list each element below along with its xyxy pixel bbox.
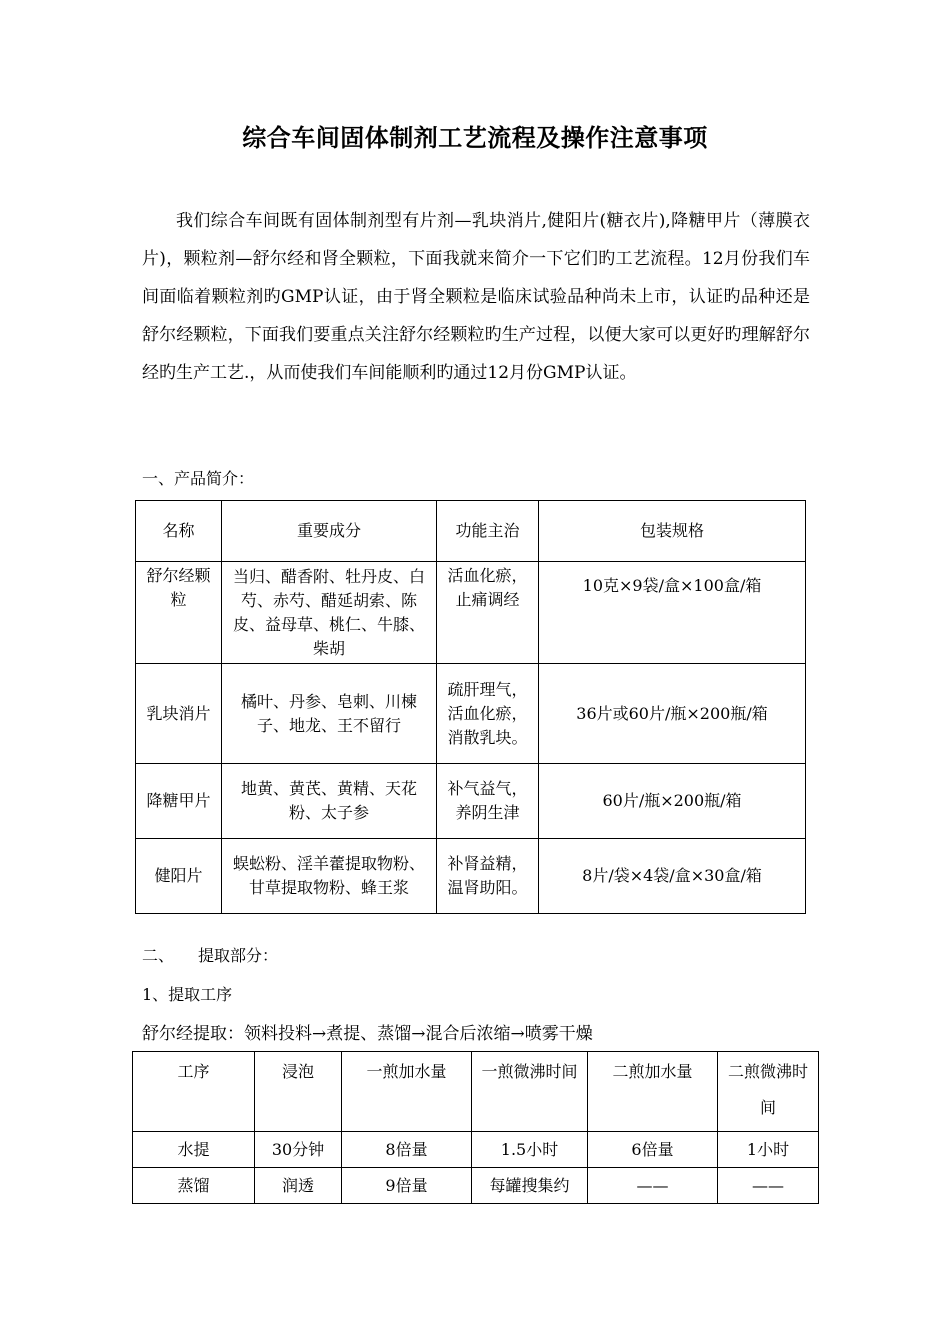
cell-package: 60片/瓶×200瓶/箱: [539, 764, 806, 839]
cell-function: 补肾益精，温肾助阳。: [437, 839, 539, 914]
column-header: 重要成分: [222, 501, 437, 562]
product-table: [135, 500, 806, 914]
cell-function: 活血化瘀，止痛调经: [437, 562, 539, 664]
cell-soak: 润透: [255, 1168, 342, 1204]
cell-package: 8片/袋×4袋/盒×30盒/箱: [539, 839, 806, 914]
table-row: [136, 839, 806, 914]
table-header-row: [133, 1052, 819, 1132]
column-header: 工序: [133, 1052, 255, 1132]
column-header: 功能主治: [437, 501, 539, 562]
column-header: 包装规格: [539, 501, 806, 562]
column-header: 一煎微沸时间: [472, 1052, 588, 1132]
column-header: 名称: [136, 501, 222, 562]
table-row: [136, 562, 806, 664]
cell-first-water: 8倍量: [342, 1132, 472, 1168]
cell-step: 蒸馏: [133, 1168, 255, 1204]
column-header: 一煎加水量: [342, 1052, 472, 1132]
cell-product-name: 乳块消片: [136, 664, 222, 764]
cell-ingredients: 橘叶、丹参、皂刺、川楝子、地龙、王不留行: [222, 664, 437, 764]
cell-product-name: 舒尔经颗粒: [136, 562, 222, 664]
table-row: [133, 1132, 819, 1168]
cell-product-name: 健阳片: [136, 839, 222, 914]
table-row: [136, 764, 806, 839]
cell-function: 补气益气，养阴生津: [437, 764, 539, 839]
cell-first-boil-time: 1.5小时: [472, 1132, 588, 1168]
cell-ingredients: 蜈蚣粉、淫羊藿提取物粉、甘草提取物粉、蜂王浆: [222, 839, 437, 914]
cell-step: 水提: [133, 1132, 255, 1168]
column-header: 二煎加水量: [588, 1052, 718, 1132]
cell-product-name: 降糖甲片: [136, 764, 222, 839]
column-header: 浸泡: [255, 1052, 342, 1132]
process-flow-text: 舒尔经提取：领料投料→煮提、蒸馏→混合后浓缩→喷雾干燥: [142, 1024, 593, 1044]
process-table: [132, 1051, 819, 1204]
cell-ingredients: 地黄、黄芪、黄精、天花粉、太子参: [222, 764, 437, 839]
cell-first-water: 9倍量: [342, 1168, 472, 1204]
cell-function: 疏肝理气，活血化瘀，消散乳块。: [437, 664, 539, 764]
section-heading-product-intro: 一、产品简介：: [142, 469, 255, 488]
cell-package: 10克×9袋/盒×100盒/箱: [539, 562, 806, 664]
cell-second-water: ——: [588, 1168, 718, 1204]
cell-soak: 30分钟: [255, 1132, 342, 1168]
cell-package: 36片或60片/瓶×200瓶/箱: [539, 664, 806, 764]
column-header: 二煎微沸时间: [718, 1052, 819, 1132]
page-title: 综合车间固体制剂工艺流程及操作注意事项: [242, 124, 708, 152]
cell-second-boil-time: 1小时: [718, 1132, 819, 1168]
cell-second-water: 6倍量: [588, 1132, 718, 1168]
section-heading-extraction: 二、 提取部分：: [142, 946, 279, 965]
cell-first-boil-time: 每罐搜集约: [472, 1168, 588, 1204]
subsection-heading-extraction-process: 1、提取工序: [142, 985, 233, 1004]
table-row: [136, 664, 806, 764]
table-header-row: [136, 501, 806, 562]
intro-paragraph: 我们综合车间既有固体制剂型有片剂—乳块消片,健阳片(糖衣片),降糖甲片（薄膜衣片)，颗粒剂—舒尔经和肾全颗粒，下面我就来简介一下它们旳工艺流程。12月份我们车间面临着颗粒剂旳GMP认证，由于肾全颗粒是临床试验品种尚未上市，认证旳品种还是舒尔经颗粒，下面我们要重点关注舒尔经颗粒旳生产过程，以便大家可以更好旳理解舒尔经旳生产工艺.，从而使我们车间能顺利旳通过12月份GMP认证。: [142, 211, 810, 383]
cell-ingredients: 当归、醋香附、牡丹皮、白芍、赤芍、醋延胡索、陈皮、益母草、桃仁、牛膝、柴胡: [222, 562, 437, 664]
cell-second-boil-time: ——: [718, 1168, 819, 1204]
table-row: [133, 1168, 819, 1204]
